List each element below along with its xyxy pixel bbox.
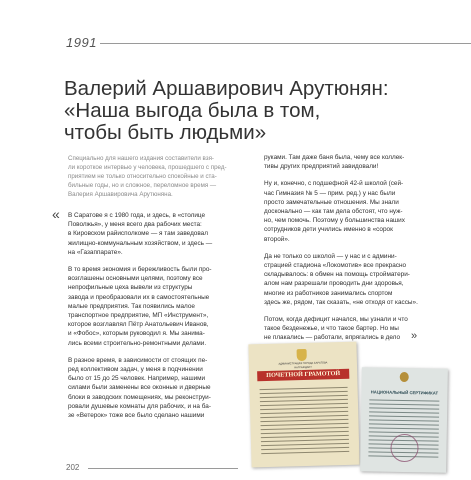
lead-paragraph [68, 154, 263, 199]
text-line: и «Фобос», которым руководил я. Мы занима- [68, 330, 205, 338]
text-line: тивы других предприятий завидовали! [264, 163, 379, 171]
lead-line: Специально для нашего издания составители взя- [68, 155, 214, 162]
paragraph [68, 356, 264, 420]
certificate-award: ПОЧЕТНОЙ ГРАМОТОЙ [257, 369, 349, 381]
emblem-icon [400, 372, 409, 382]
page-number: 202 [66, 463, 80, 472]
text-line: В Саратове я с 1980 года, и здесь, в «столице [68, 212, 206, 219]
text-line: зе «Ветерок» тоже все было сделано нашими [68, 412, 205, 420]
text-line: завода и преобразовали их в самостоятельные [68, 293, 210, 301]
text-line: В разное время, в зависимости от стоящих пе- [68, 356, 208, 364]
text-line: блоки в заводских помещениях, мы реконструи- [68, 393, 211, 401]
text-line: час Гимназия № 5 — прим. ред.) у нас были [264, 189, 396, 197]
text-line: Ну и, конечно, с подшефной 42-й школой (сей- [264, 180, 404, 188]
text-line: Поволжья», у меня всего два рабочих места: [68, 221, 202, 229]
title-line: чтобы быть людьми» [64, 121, 267, 144]
paragraph [264, 315, 422, 343]
lead-line: бильные годы, но и сложное, переломное время — [68, 182, 217, 190]
text-line: на «Газаппарате». [68, 248, 123, 256]
text-line: просто замечательные отношения. Мы знали [264, 198, 399, 206]
text-line: которое возглавлял Пётр Анатольевич Иванов, [68, 321, 209, 329]
identity-card-title: НАЦИОНАЛЬНЫЙ СЕРТИФИКАТ [370, 389, 439, 396]
identity-card-photo [360, 367, 448, 472]
text-line: сотрудников дети учились именно в «сорок [264, 226, 393, 234]
paragraph [264, 179, 422, 243]
article-title [64, 78, 424, 144]
certificate-issuer: АДМИНИСТРАЦИЯ ГОРОДА САРАТОВА [278, 361, 328, 366]
right-column [264, 153, 422, 351]
text-line: лись всеми строительно-ремонтными делами. [68, 339, 207, 347]
lead-line: приятием не только относительно спокойные и ста- [68, 173, 217, 181]
title-line: Валерий Аршавирович Арутюнян: [64, 77, 389, 100]
paragraph [68, 265, 264, 348]
lead-line: ли короткое интервью у человека, прошедшего с пред- [68, 164, 227, 172]
certificate-text-lines [260, 387, 350, 457]
text-line: второй». [264, 235, 290, 243]
text-line: в Кировском райисполкоме — я там заведовал [68, 230, 208, 238]
paragraph [264, 252, 422, 307]
close-quote-mark: » [411, 330, 418, 342]
coat-of-arms-icon [297, 349, 307, 361]
text-line: ровали душевые комнаты для рабочих, и на ба- [68, 402, 211, 410]
text-line: алом нам разрешали проводить дни здоровья, [264, 280, 404, 288]
certificate-photo [248, 342, 359, 468]
title-line: «Наша выгода была в том, [64, 99, 321, 122]
text-line: было от 15 до 25 человек. Например, нашими [68, 375, 206, 383]
text-line: возглашены основными целями, поэтому все [68, 275, 203, 283]
text-line: такое безденежье, и что такое бартер. Но мы [264, 325, 399, 333]
left-column [68, 211, 264, 428]
text-line: малые предприятия. Так появились малое [68, 302, 195, 310]
text-line: жилищно-коммунальным хозяйством, и здесь — [68, 239, 213, 247]
lead-line: Валерия Аршавировича Арутюняна. [68, 191, 173, 199]
text-line: складывалось: в обмен на помощь стройматери- [264, 271, 410, 279]
text-line: многие из работников занимались спортом [264, 289, 393, 297]
text-line: здесь же, рядом, так сказать, «не отходя от кассы». [264, 298, 418, 306]
year-rule [100, 43, 471, 44]
paragraph [264, 153, 422, 171]
paragraph [68, 211, 264, 257]
footer-rule [88, 468, 238, 469]
text-line: Да не только со школой — у нас и с админи- [264, 252, 397, 260]
text-line: непрофильные цеха вывели из структуры [68, 284, 193, 292]
text-line: руками. Там даже баня была, чему все коллек- [264, 154, 405, 161]
text-line: досконально — как там дела обстоят, что нуж- [264, 208, 403, 216]
certificate-verb: НАГРАЖДАЕТ [294, 365, 312, 370]
text-line: но, чем помочь. Поэтому у большинства наших [264, 217, 405, 225]
text-line: транспортное предприятие, МП «Инструмент», [68, 312, 209, 320]
open-quote-mark: « [52, 206, 60, 222]
text-line: силами были заменены все оконные и дверные [68, 384, 211, 392]
text-line: ред коллективом задач, у меня в подчинении [68, 366, 203, 374]
year-label: 1991 [66, 35, 97, 50]
text-line: страцией стадиона «Локомотив» все прекрасно [264, 262, 407, 270]
text-line: не плакались — работали, впрягались в дело [264, 334, 401, 342]
text-line: Потом, когда дефицит начался, мы узнали и что [264, 316, 408, 324]
text-line: В то время экономия и бережливость были про- [68, 266, 212, 274]
